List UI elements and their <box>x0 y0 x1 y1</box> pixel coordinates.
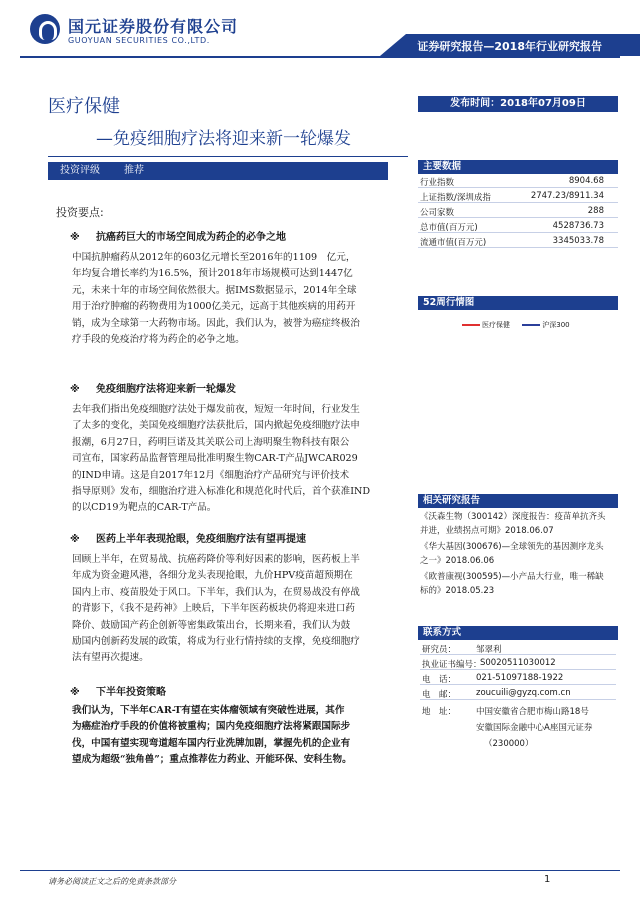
doc-type: 证券研究报告—2018年行业研究报告 <box>417 40 602 53</box>
section-title-2: ※ 免疫细胞疗法将迎来新一轮爆发 <box>70 384 236 395</box>
company-name-cn: 国元证券股份有限公司 <box>68 17 239 36</box>
section-body-4: 我们认为，下半年CAR-T有望在实体瘤领域有突破性进展，其作 为癌症治疗手段的价值将被重构；国内免疫细胞疗法将紧跟国际步 伐，中国有望实现弯道超车国内行业洗牌加剧，掌握先机的企业有 望成为超级“独角兽”；重点推荐佐力药业、开能环保、安科生物。 <box>72 705 352 766</box>
contact-cert: 执业证书编号： S0020511030012 <box>420 657 616 670</box>
legend-line-hs300 <box>522 324 540 326</box>
section-body-1: 中国抗肿瘤药从2012年的603亿元增长至2016年的1109 亿元， 年均复合增长率约为16.5%，预计2018年市场规模可达到1447亿 元，未来十年的市场空间依然很大。据IMS数据显示，2014年全球 用于治疗肿瘤的药物费用为1000亿美元，远高于其他疾病的用药开 销，成为全球第一大药物市场。因此，我们认为，被誉为癌症终极治 疗手段的免疫治疗将为药企的必争之地。 <box>72 252 360 346</box>
contact-address: 中国安徽省合肥市梅山路18号 安徽国际金融中心A座国元证券 （230000） <box>476 707 593 749</box>
rating-bar <box>48 162 388 180</box>
contact-phone: 电 话： 021-51097188-1922 <box>420 672 616 685</box>
rating-label: 投资评级 <box>60 165 100 176</box>
contact-researcher: 研究员： 邹翠利 <box>420 642 616 655</box>
footer-disclaimer: 请务必阅读正文之后的免责条款部分 <box>48 877 176 886</box>
contact-heading: 联系方式 <box>418 626 618 640</box>
company-name-en: GUOYUAN SECURITIES CO.,LTD. <box>68 36 210 45</box>
footer-divider <box>20 870 620 871</box>
related-item[interactable]: 《欧普康视(300595)—小产品大行业，唯一稀缺 <box>420 572 604 582</box>
related-list: 《沃森生物（300142）深度报告：疫苗单抗齐头 并进，业绩拐点可期》2018.06.07 《华大基因(300676)—全球领先的基因测序龙头 之一》2018.06.06 《欧普康视(300595)—小产品大行业，唯一稀缺 标的》2018.05.23 <box>420 510 616 598</box>
page-header <box>0 0 640 58</box>
title-divider <box>48 156 408 157</box>
data-row: 上证指数/深圳成指 2747.23/8911.34 <box>418 190 618 203</box>
page-number: 1 <box>544 874 551 885</box>
section-title-1: ※ 抗癌药巨大的市场空间成为药企的必争之地 <box>70 232 286 243</box>
related-item[interactable]: 《华大基因(300676)—全球领先的基因测序龙头 <box>420 542 604 552</box>
data-row: 公司家数 288 <box>418 205 618 218</box>
header-divider <box>20 56 620 58</box>
invest-points-heading: 投资要点: <box>56 206 104 219</box>
bullet-mark: ※ <box>70 687 80 698</box>
report-subtitle: —免疫细胞疗法将迎来新一轮爆发 <box>96 129 351 149</box>
related-item[interactable]: 《沃森生物（300142）深度报告：疫苗单抗齐头 <box>420 512 606 522</box>
rating-value: 推荐 <box>124 165 144 176</box>
data-row: 流通市值(百万元) 3345033.78 <box>418 235 618 248</box>
data-row: 行业指数 8904.68 <box>418 175 618 188</box>
section-title-4: ※ 下半年投资策略 <box>70 687 166 698</box>
publish-date: 发布时间：2018年07月09日 <box>418 96 618 112</box>
legend-line-medical <box>462 324 480 326</box>
section-body-2: 去年我们指出免疫细胞疗法处于爆发前夜，短短一年时间，行业发生 了太多的变化，美国免疫细胞疗法获批后，国内掀起免疫细胞疗法申 报潮，6月27日，药明巨诺及其关联公司上海明聚生物科技有限公 司宣布，国家药品监督管理局批准明聚生物CAR-T产品JWCAR029 的IND申请。这是自2017年12月《细胞治疗产品研究与评价技术 指导原则》发布，细胞治疗进入标准化和规范化时代后，首个获准IND 的以CD19为靶点的CAR-T产品。 <box>72 404 371 514</box>
section-body-3: 回顾上半年，在贸易战、抗癌药降价等利好因素的影响，医药板上半 年成为资金避风港，各细分龙头表现抢眼，九价HPV疫苗超预期在 国内上市、疫苗股处于风口。下半年，我们认为，在贸易战没有停战 的背影下，《我不是药神》上映后，下半年医药板块仍将迎来进口药 降价、鼓励国产药企创新等密集政策出台，长期来看，我们认为鼓 励国内创新药发展的政策，将成为行业行情持续的支撑，免疫细胞疗 法有望再次提速。 <box>72 554 360 664</box>
data-row: 总市值(百万元) 4528736.73 <box>418 220 618 233</box>
chart-heading: 52周行情图 <box>418 296 618 310</box>
contact-email: 电 邮： zoucuili@gyzq.com.cn <box>420 687 616 700</box>
report-title: 医疗保健 <box>48 96 120 117</box>
contact-address-label: 地 址： <box>422 707 457 717</box>
section-title-3: ※ 医药上半年表现抢眼，免疫细胞疗法有望再提速 <box>70 534 306 545</box>
chart-legend: 医疗保健 沪深300 <box>462 320 570 330</box>
bullet-mark: ※ <box>70 384 80 395</box>
related-heading: 相关研究报告 <box>418 494 618 508</box>
company-logo-icon <box>30 14 60 44</box>
main-data-heading: 主要数据 <box>418 160 618 174</box>
bullet-mark: ※ <box>70 232 80 243</box>
email-link[interactable]: zoucuili@gyzq.com.cn <box>476 688 571 698</box>
bullet-mark: ※ <box>70 534 80 545</box>
